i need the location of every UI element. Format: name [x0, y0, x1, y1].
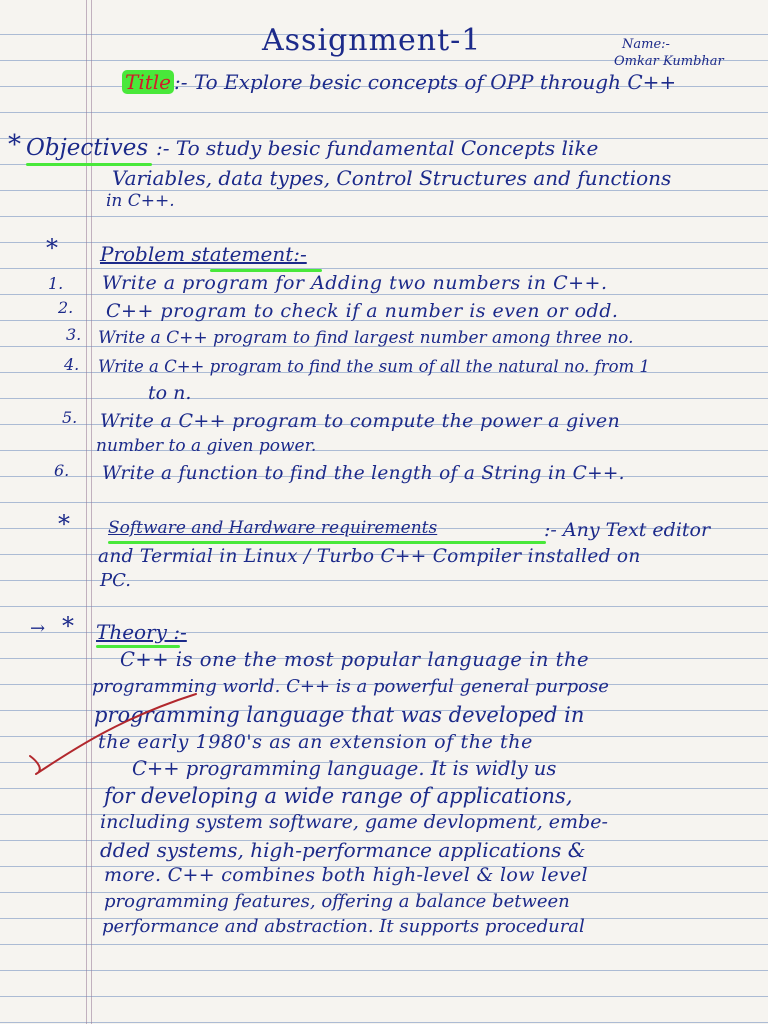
problem-item-3: Write a C++ program to find largest number among three no.: [98, 328, 634, 348]
requirements-line-2: and Termial in Linux / Turbo C++ Compiler installed on: [98, 546, 641, 567]
title-label: Title: [122, 70, 174, 94]
name-value: Omkar Kumbhar: [614, 54, 724, 69]
theory-line-9: more. C++ combines both high-level & low level: [104, 864, 588, 886]
item-number: 3.: [66, 325, 82, 344]
requirements-line-3: PC.: [100, 570, 131, 591]
item-number: 1.: [48, 274, 64, 293]
objectives-line-3: in C++.: [106, 191, 175, 211]
page-heading: Assignment-1: [262, 23, 482, 58]
requirements-highlight: [108, 541, 546, 544]
theory-arrow-mark: →: [30, 618, 46, 639]
theory-marker: *: [62, 612, 74, 640]
theory-line-3: programming language that was developed in: [94, 703, 585, 727]
item-number: 5.: [62, 408, 78, 427]
theory-line-10: programming features, offering a balance between: [104, 891, 570, 912]
theory-line-2: programming world. C++ is a powerful general purpose: [92, 676, 609, 697]
problem-item-5-cont: number to a given power.: [96, 436, 317, 456]
theory-heading: Theory :-: [96, 620, 187, 644]
requirements-line-1: :- Any Text editor: [544, 519, 711, 541]
item-number: 6.: [54, 461, 70, 480]
requirements-label: Software and Hardware requirements: [108, 518, 438, 538]
theory-line-6: for developing a wide range of applications,: [104, 784, 573, 808]
problem-item-4: Write a C++ program to find the sum of all the natural no. from 1: [98, 357, 650, 376]
problem-marker: *: [46, 234, 58, 262]
theory-line-7: including system software, game devlopment, embe-: [100, 811, 608, 833]
problem-item-4-cont: to n.: [148, 382, 192, 404]
objectives-line-1: :- To study besic fundamental Concepts like: [156, 136, 599, 160]
requirements-marker: *: [58, 510, 70, 538]
theory-line-1: C++ is one the most popular language in the: [120, 648, 590, 671]
item-number: 4.: [64, 355, 80, 374]
theory-line-5: C++ programming language. It is widly us: [132, 757, 557, 780]
objectives-marker: *: [8, 130, 21, 160]
objectives-line-2: Variables, data types, Control Structures and functions: [112, 166, 672, 190]
objectives-label: Objectives: [26, 135, 149, 161]
name-label: Name:-: [622, 37, 670, 52]
problem-item-2: C++ program to check if a number is even or odd.: [106, 300, 619, 322]
theory-line-4: the early 1980's as an extension of the the: [98, 731, 533, 753]
title-line: [122, 72, 676, 92]
theory-line-11: performance and abstraction. It supports procedural: [102, 916, 585, 937]
check-mark-icon: [24, 686, 204, 776]
problem-item-5: Write a C++ program to compute the power a given: [100, 410, 620, 432]
title-text: :- To Explore besic concepts of OPP through C++: [174, 70, 677, 94]
problem-heading: Problem statement:-: [100, 242, 307, 266]
item-number: 2.: [58, 298, 74, 317]
problem-item-1: Write a program for Adding two numbers in C++.: [102, 272, 608, 294]
problem-item-6: Write a function to find the length of a String in C++.: [102, 463, 625, 484]
theory-line-8: dded systems, high-performance applications &: [100, 838, 586, 862]
